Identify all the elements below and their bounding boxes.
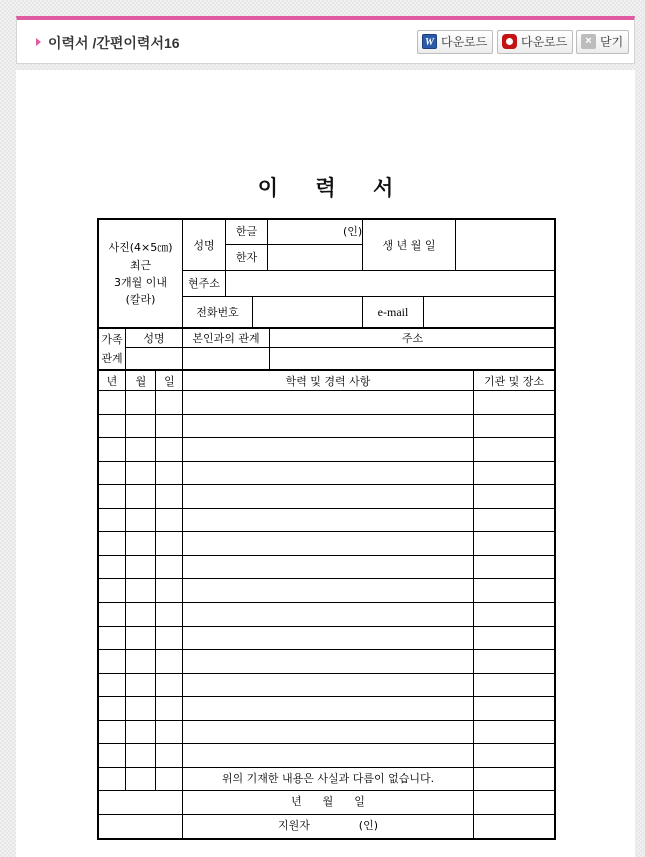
phone-label: 전화번호 (196, 306, 239, 319)
family-address-header: 주소 (401, 332, 424, 345)
word-download-button[interactable] (417, 30, 493, 54)
seal-mark: (인) (343, 225, 363, 238)
family-relation-header: 본인과의 관계 (192, 332, 260, 345)
personal-section (97, 218, 556, 329)
resume-form (97, 218, 556, 840)
photo-label-line3: 3개월 이내 (114, 276, 167, 289)
history-section (97, 369, 556, 840)
address-label: 현주소 (188, 277, 220, 290)
photo-label-line2: 최근 (129, 259, 152, 272)
close-label: 닫기 (600, 35, 624, 49)
email-label: e-mail (377, 305, 409, 319)
history-month-header: 월 (135, 375, 147, 388)
title-bullet-icon (36, 38, 41, 46)
family-label-line2: 관계 (101, 352, 123, 365)
applicant-signature: 지원자 (인) (277, 819, 379, 832)
history-details-header: 학력 및 경력 사항 (285, 375, 371, 388)
pdf-icon (502, 34, 517, 49)
hanja-label: 한자 (235, 251, 258, 264)
close-icon: × (581, 34, 596, 49)
close-button[interactable] (576, 30, 629, 54)
family-name-header: 성명 (143, 332, 165, 345)
page-title: 이력서 /간편이력서16 (48, 35, 180, 51)
history-place-header: 기관 및 장소 (483, 375, 545, 388)
photo-label-line1: 사진(4×5㎝) (108, 241, 173, 254)
declaration-statement: 위의 기재한 내용은 사실과 다름이 없습니다. (221, 772, 435, 785)
declaration-date: 년 월 일 (291, 795, 365, 808)
birth-date-label: 생 년 월 일 (382, 239, 436, 252)
document-viewer (16, 70, 635, 857)
pdf-download-label: 다운로드 (521, 35, 568, 49)
name-label: 성명 (193, 239, 215, 252)
hangul-label: 한글 (235, 225, 258, 238)
document-title: 이 력 서 (257, 176, 409, 200)
pdf-download-button[interactable] (497, 30, 573, 54)
word-icon: W (422, 34, 437, 49)
history-day-header: 일 (164, 375, 175, 388)
viewer-header (16, 16, 635, 64)
history-year-header: 년 (106, 375, 118, 388)
word-download-label: 다운로드 (441, 35, 488, 49)
photo-label-line4: (칼라) (125, 293, 156, 306)
family-label-line1: 가족 (101, 333, 123, 346)
